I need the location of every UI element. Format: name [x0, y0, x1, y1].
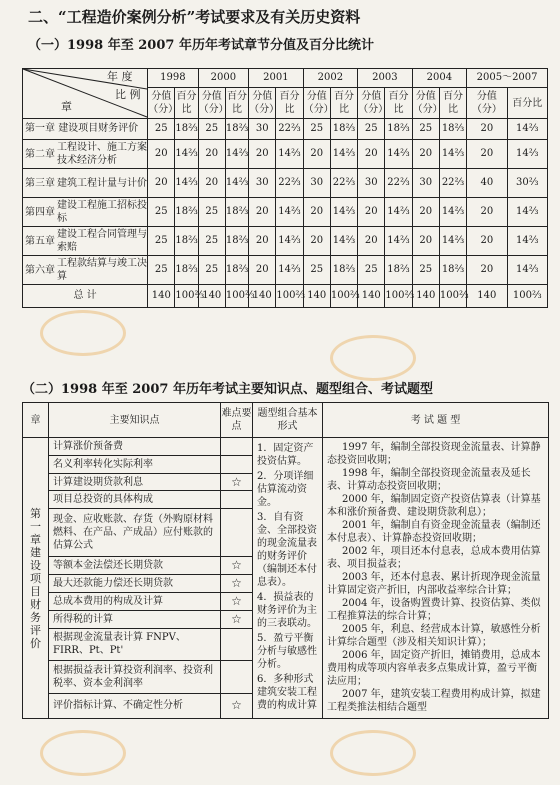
percent-cell: 14⅔ [439, 227, 466, 256]
score-cell: 20 [358, 198, 385, 227]
score-cell: 20 [198, 169, 225, 198]
score-cell: 25 [412, 256, 439, 285]
forms-cell [253, 438, 323, 719]
difficulty-star-icon: ☆ [221, 610, 253, 628]
score-cell: 20 [467, 119, 507, 140]
percent-cell: 14⅔ [225, 140, 248, 169]
total-percent-cell: 100⅔ [385, 285, 412, 308]
difficulty-star-icon: ☆ [221, 693, 253, 718]
percent-cell: 22⅔ [439, 169, 466, 198]
watermark-logo [40, 310, 126, 356]
year-header: 2003 [358, 69, 413, 88]
total-score-cell: 140 [358, 285, 385, 308]
score-subheader: 分值（分） [358, 88, 385, 119]
total-percent-cell: 100⅔ [225, 285, 248, 308]
chapter-column-header: 章 [23, 403, 49, 438]
percent-subheader: 百分比 [330, 88, 357, 119]
type-item: 2001 年，编制自有资金现金流量表（编制还本付息表）、计算静态投资回收期； [327, 520, 541, 544]
total-percent-cell: 100⅔ [507, 285, 547, 308]
score-cell: 20 [303, 198, 330, 227]
score-subheader: 分值（分） [412, 88, 439, 119]
types-column-header: 考 试 题 型 [323, 403, 549, 438]
percent-cell: 18⅔ [175, 198, 198, 227]
score-cell: 25 [358, 119, 385, 140]
percent-cell: 14⅔ [330, 227, 357, 256]
total-percent-cell: 100⅔ [439, 285, 466, 308]
chapter-title: 建设工程合同管理与索赔 [57, 229, 147, 253]
score-cell: 25 [148, 198, 175, 227]
knowledge-point: 根据损益表计算投资利润率、投资利税率、资本金利润率 [49, 661, 221, 694]
forms-column-header: 题型组合基本形式 [253, 403, 323, 438]
knowledge-point: 根据现金流量表计算 FNPV、FIRR、Pt、Pt' [49, 628, 221, 661]
chapter-label: 章 [61, 100, 72, 113]
knowledge-point: 名义利率转化实际利率 [49, 455, 221, 473]
score-cell: 25 [148, 119, 175, 140]
total-percent-cell: 100⅔ [330, 285, 357, 308]
percent-cell: 30⅔ [507, 169, 547, 198]
percent-cell: 18⅔ [385, 119, 412, 140]
chapter-title: 建设项目财务评价 [58, 123, 139, 134]
chapter-name-wrap [25, 228, 147, 254]
percent-cell: 14⅔ [225, 169, 248, 198]
score-cell: 20 [467, 140, 507, 169]
score-cell: 30 [412, 169, 439, 198]
type-item: 2004 年，设备购置费计算、投资估算、类似工程推算法的综合计算； [327, 598, 541, 622]
score-cell: 20 [303, 227, 330, 256]
score-cell: 25 [148, 227, 175, 256]
score-cell: 20 [467, 198, 507, 227]
chapter-cell [23, 438, 49, 719]
chapter-title: 工程设计、施工方案技术经济分析 [57, 142, 147, 166]
score-cell: 20 [358, 227, 385, 256]
percent-cell: 14⅔ [385, 140, 412, 169]
score-cell: 30 [249, 169, 276, 198]
percent-cell: 18⅔ [225, 256, 248, 285]
year-header: 2000 [198, 69, 248, 88]
percent-cell: 18⅔ [439, 119, 466, 140]
total-score-cell: 140 [249, 285, 276, 308]
ratio-label: 比 例 [115, 88, 141, 101]
form-item: 3．自有资金、全部投资的现金流量表的财务评价（编制还本付息表）。 [257, 512, 317, 588]
chapter-name-cell [23, 169, 148, 198]
percent-subheader: 百分比 [507, 88, 547, 119]
chapter-name-cell [23, 119, 148, 140]
chapter-name-wrap [25, 199, 147, 225]
chapter-name-cell [23, 227, 148, 256]
difficulty-star-icon: ☆ [221, 593, 253, 611]
knowledge-point: 现金、应收账款、存货（外购原材料燃料、在产品、产成品）应付账款的估算公式 [49, 509, 221, 557]
table2-header-row [23, 403, 549, 438]
score-cell: 25 [198, 256, 225, 285]
difficulty-star-icon [221, 455, 253, 473]
percent-cell: 14⅔ [385, 227, 412, 256]
percent-cell: 14⅔ [439, 140, 466, 169]
year-label: 年 度 [107, 70, 133, 83]
section2-title: （二）1998 年至 2007 年历年考试主要知识点、题型组合、考试题型 [22, 382, 433, 397]
type-item: 1998 年，编制全部投资现金流量表及延长表、计算动态投资回收期； [327, 468, 531, 492]
chapter-number: 第六章 [25, 264, 55, 276]
percent-cell: 18⅔ [175, 119, 198, 140]
year-header: 1998 [148, 69, 198, 88]
chapter-title: 建筑工程计量与计价 [57, 177, 147, 189]
score-cell: 25 [198, 227, 225, 256]
difficulty-column-header: 难点要点 [221, 403, 253, 438]
chapter-title: 建设工程施工招标投标 [57, 200, 147, 224]
score-cell: 20 [412, 140, 439, 169]
score-cell: 30 [303, 169, 330, 198]
score-cell: 25 [303, 119, 330, 140]
percent-cell: 14⅔ [276, 198, 303, 227]
form-item: 6．多种形式建筑安装工程费的构成计算 [257, 674, 317, 711]
total-percent-cell: 100⅔ [276, 285, 303, 308]
year-header: 2004 [412, 69, 467, 88]
percent-cell: 18⅔ [330, 256, 357, 285]
score-cell: 40 [467, 169, 507, 198]
percent-cell: 14⅔ [330, 140, 357, 169]
chapter-name-cell [23, 256, 148, 285]
score-cell: 20 [249, 256, 276, 285]
total-score-cell: 140 [148, 285, 175, 308]
percent-subheader: 百分比 [439, 88, 466, 119]
total-score-cell: 140 [412, 285, 439, 308]
percent-cell: 14⅔ [385, 198, 412, 227]
score-subheader: 分值（分） [148, 88, 175, 119]
chapter-row [23, 198, 548, 227]
type-item: 1997 年，编制全部投资现金流量表、计算静态投资回收期； [327, 442, 541, 466]
total-row [23, 285, 548, 308]
score-subheader: 分值（分） [303, 88, 330, 119]
percent-cell: 18⅔ [439, 256, 466, 285]
percent-cell: 22⅔ [385, 169, 412, 198]
percent-cell: 18⅔ [330, 119, 357, 140]
percent-subheader: 百分比 [225, 88, 248, 119]
type-item: 2000 年，编制固定资产投资估算表（计算基本和涨价预备费、建设期贷款利息）； [327, 494, 541, 518]
difficulty-star-icon [221, 661, 253, 694]
difficulty-star-icon [221, 438, 253, 456]
knowledge-point: 评价指标计算、不确定性分析 [49, 693, 221, 718]
knowledge-point: 总成本费用的构成及计算 [49, 593, 221, 611]
difficulty-star-icon: ☆ [221, 557, 253, 575]
knowledge-point: 等额本金法偿还长期贷款 [49, 557, 221, 575]
percent-cell: 14⅔ [175, 169, 198, 198]
percent-cell: 18⅔ [175, 256, 198, 285]
percent-cell: 14⅔ [507, 227, 547, 256]
percent-cell: 18⅔ [225, 198, 248, 227]
form-item: 4．损益表的财务评价为主的三表联动。 [257, 592, 317, 629]
watermark-logo [330, 335, 416, 381]
score-cell: 25 [412, 119, 439, 140]
score-cell: 20 [148, 140, 175, 169]
knowledge-point: 计算建设期贷款利息 [49, 473, 221, 491]
chapter-number: 第四章 [25, 206, 55, 218]
score-cell: 25 [198, 119, 225, 140]
type-item: 2002 年，项目还本付息表，总成本费用估算表、项目损益表； [327, 546, 541, 570]
type-item: 2006 年，固定资产折旧，摊销费用，总成本费用构成等项内容单表多点集成计算，盈亏平衡法应用； [327, 650, 541, 687]
year-header-row [23, 69, 548, 88]
total-score-cell: 140 [303, 285, 330, 308]
score-cell: 25 [303, 256, 330, 285]
score-cell: 20 [303, 140, 330, 169]
score-cell: 20 [467, 256, 507, 285]
score-cell: 30 [358, 169, 385, 198]
difficulty-star-icon [221, 509, 253, 557]
percent-cell: 14⅔ [507, 119, 547, 140]
total-label: 总 计 [23, 285, 148, 308]
percent-cell: 14⅔ [439, 198, 466, 227]
percent-cell: 18⅔ [225, 227, 248, 256]
chapter-number: 第五章 [25, 235, 55, 247]
total-score-cell: 140 [198, 285, 225, 308]
percent-cell: 14⅔ [175, 140, 198, 169]
percent-cell: 18⅔ [385, 256, 412, 285]
percent-cell: 14⅔ [276, 256, 303, 285]
score-cell: 30 [249, 119, 276, 140]
knowledge-point: 所得税的计算 [49, 610, 221, 628]
chapter-number: 第二章 [25, 148, 55, 160]
score-subheader: 分值（分） [249, 88, 276, 119]
year-header: 2005～2007 [467, 69, 548, 88]
score-cell: 20 [249, 227, 276, 256]
score-cell: 25 [198, 198, 225, 227]
chapter-row [23, 227, 548, 256]
difficulty-star-icon [221, 628, 253, 661]
difficulty-star-icon [221, 491, 253, 509]
percent-cell: 14⅔ [276, 140, 303, 169]
score-cell: 20 [249, 198, 276, 227]
score-cell: 20 [198, 140, 225, 169]
total-score-cell: 140 [467, 285, 507, 308]
score-cell: 25 [358, 256, 385, 285]
year-header: 2002 [303, 69, 358, 88]
score-cell: 20 [467, 227, 507, 256]
percent-cell: 14⅔ [507, 198, 547, 227]
chapter-name-cell [23, 198, 148, 227]
score-cell: 20 [249, 140, 276, 169]
types-cell [323, 438, 549, 719]
score-cell: 25 [148, 256, 175, 285]
percent-cell: 22⅔ [276, 119, 303, 140]
chapter-vertical-label: 第一章 建设项目财务评价 [30, 506, 41, 650]
chapter-name-cell [23, 140, 148, 169]
score-cell: 20 [358, 140, 385, 169]
percent-cell: 18⅔ [225, 119, 248, 140]
difficulty-star-icon: ☆ [221, 473, 253, 491]
knowledge-point: 项目总投资的具体构成 [49, 491, 221, 509]
percent-cell: 14⅔ [276, 227, 303, 256]
chapter-row [23, 119, 548, 140]
year-header: 2001 [249, 69, 304, 88]
percent-subheader: 百分比 [175, 88, 198, 119]
watermark-logo [330, 730, 416, 776]
chapter-number: 第三章 [25, 177, 55, 189]
chapter-name-wrap [25, 141, 147, 167]
score-subheader: 分值（分） [198, 88, 225, 119]
knowledge-point: 最大还款能力偿还长期贷款 [49, 575, 221, 593]
chapter-row [23, 169, 548, 198]
percent-cell: 22⅔ [276, 169, 303, 198]
diagonal-header-cell [23, 69, 148, 119]
chapter-title: 工程款结算与竣工决算 [57, 258, 147, 282]
section1-title: （一）1998 年至 2007 年历年考试章节分值及百分比统计 [28, 38, 374, 53]
type-item: 2003 年，还本付息表、累计折现净现金流量计算固定资产折旧，内部收益率综合计算； [327, 572, 541, 596]
score-cell: 20 [412, 198, 439, 227]
chapter-name-wrap [25, 177, 147, 190]
knowledge-column-header: 主要知识点 [49, 403, 221, 438]
percent-cell: 14⅔ [330, 198, 357, 227]
percent-cell: 18⅔ [175, 227, 198, 256]
knowledge-point: 计算涨价预备费 [49, 438, 221, 456]
type-item: 2005 年，利息、经营成本计算，敏感性分析计算综合题型（涉及相关知识计算）； [327, 624, 541, 648]
form-item: 5．盈亏平衡分析与敏感性分析。 [257, 633, 317, 670]
percent-cell: 14⅔ [507, 256, 547, 285]
form-item: 1．固定资产投资估算。 [257, 443, 314, 467]
knowledge-row [23, 438, 549, 456]
knowledge-points-table [22, 402, 549, 719]
watermark-logo [40, 730, 126, 776]
form-item: 2．分项详细估算流动资金。 [257, 471, 314, 508]
chapter-name-wrap [25, 257, 147, 283]
percent-subheader: 百分比 [385, 88, 412, 119]
percent-subheader: 百分比 [276, 88, 303, 119]
difficulty-star-icon: ☆ [221, 575, 253, 593]
percent-cell: 14⅔ [507, 140, 547, 169]
total-percent-cell: 100⅔ [175, 285, 198, 308]
chapter-row [23, 256, 548, 285]
chapter-row [23, 140, 548, 169]
chapter-number: 第一章 [25, 123, 55, 134]
score-cell: 20 [148, 169, 175, 198]
percent-cell: 22⅔ [330, 169, 357, 198]
score-subheader: 分值（分） [467, 88, 507, 119]
page-heading: 二、“工程造价案例分析”考试要求及有关历史资料 [28, 8, 361, 26]
score-cell: 20 [412, 227, 439, 256]
score-statistics-table [22, 68, 548, 308]
type-item: 2007 年，建筑安装工程费用构成计算，拟建工程类推法相结合题型 [327, 689, 541, 713]
